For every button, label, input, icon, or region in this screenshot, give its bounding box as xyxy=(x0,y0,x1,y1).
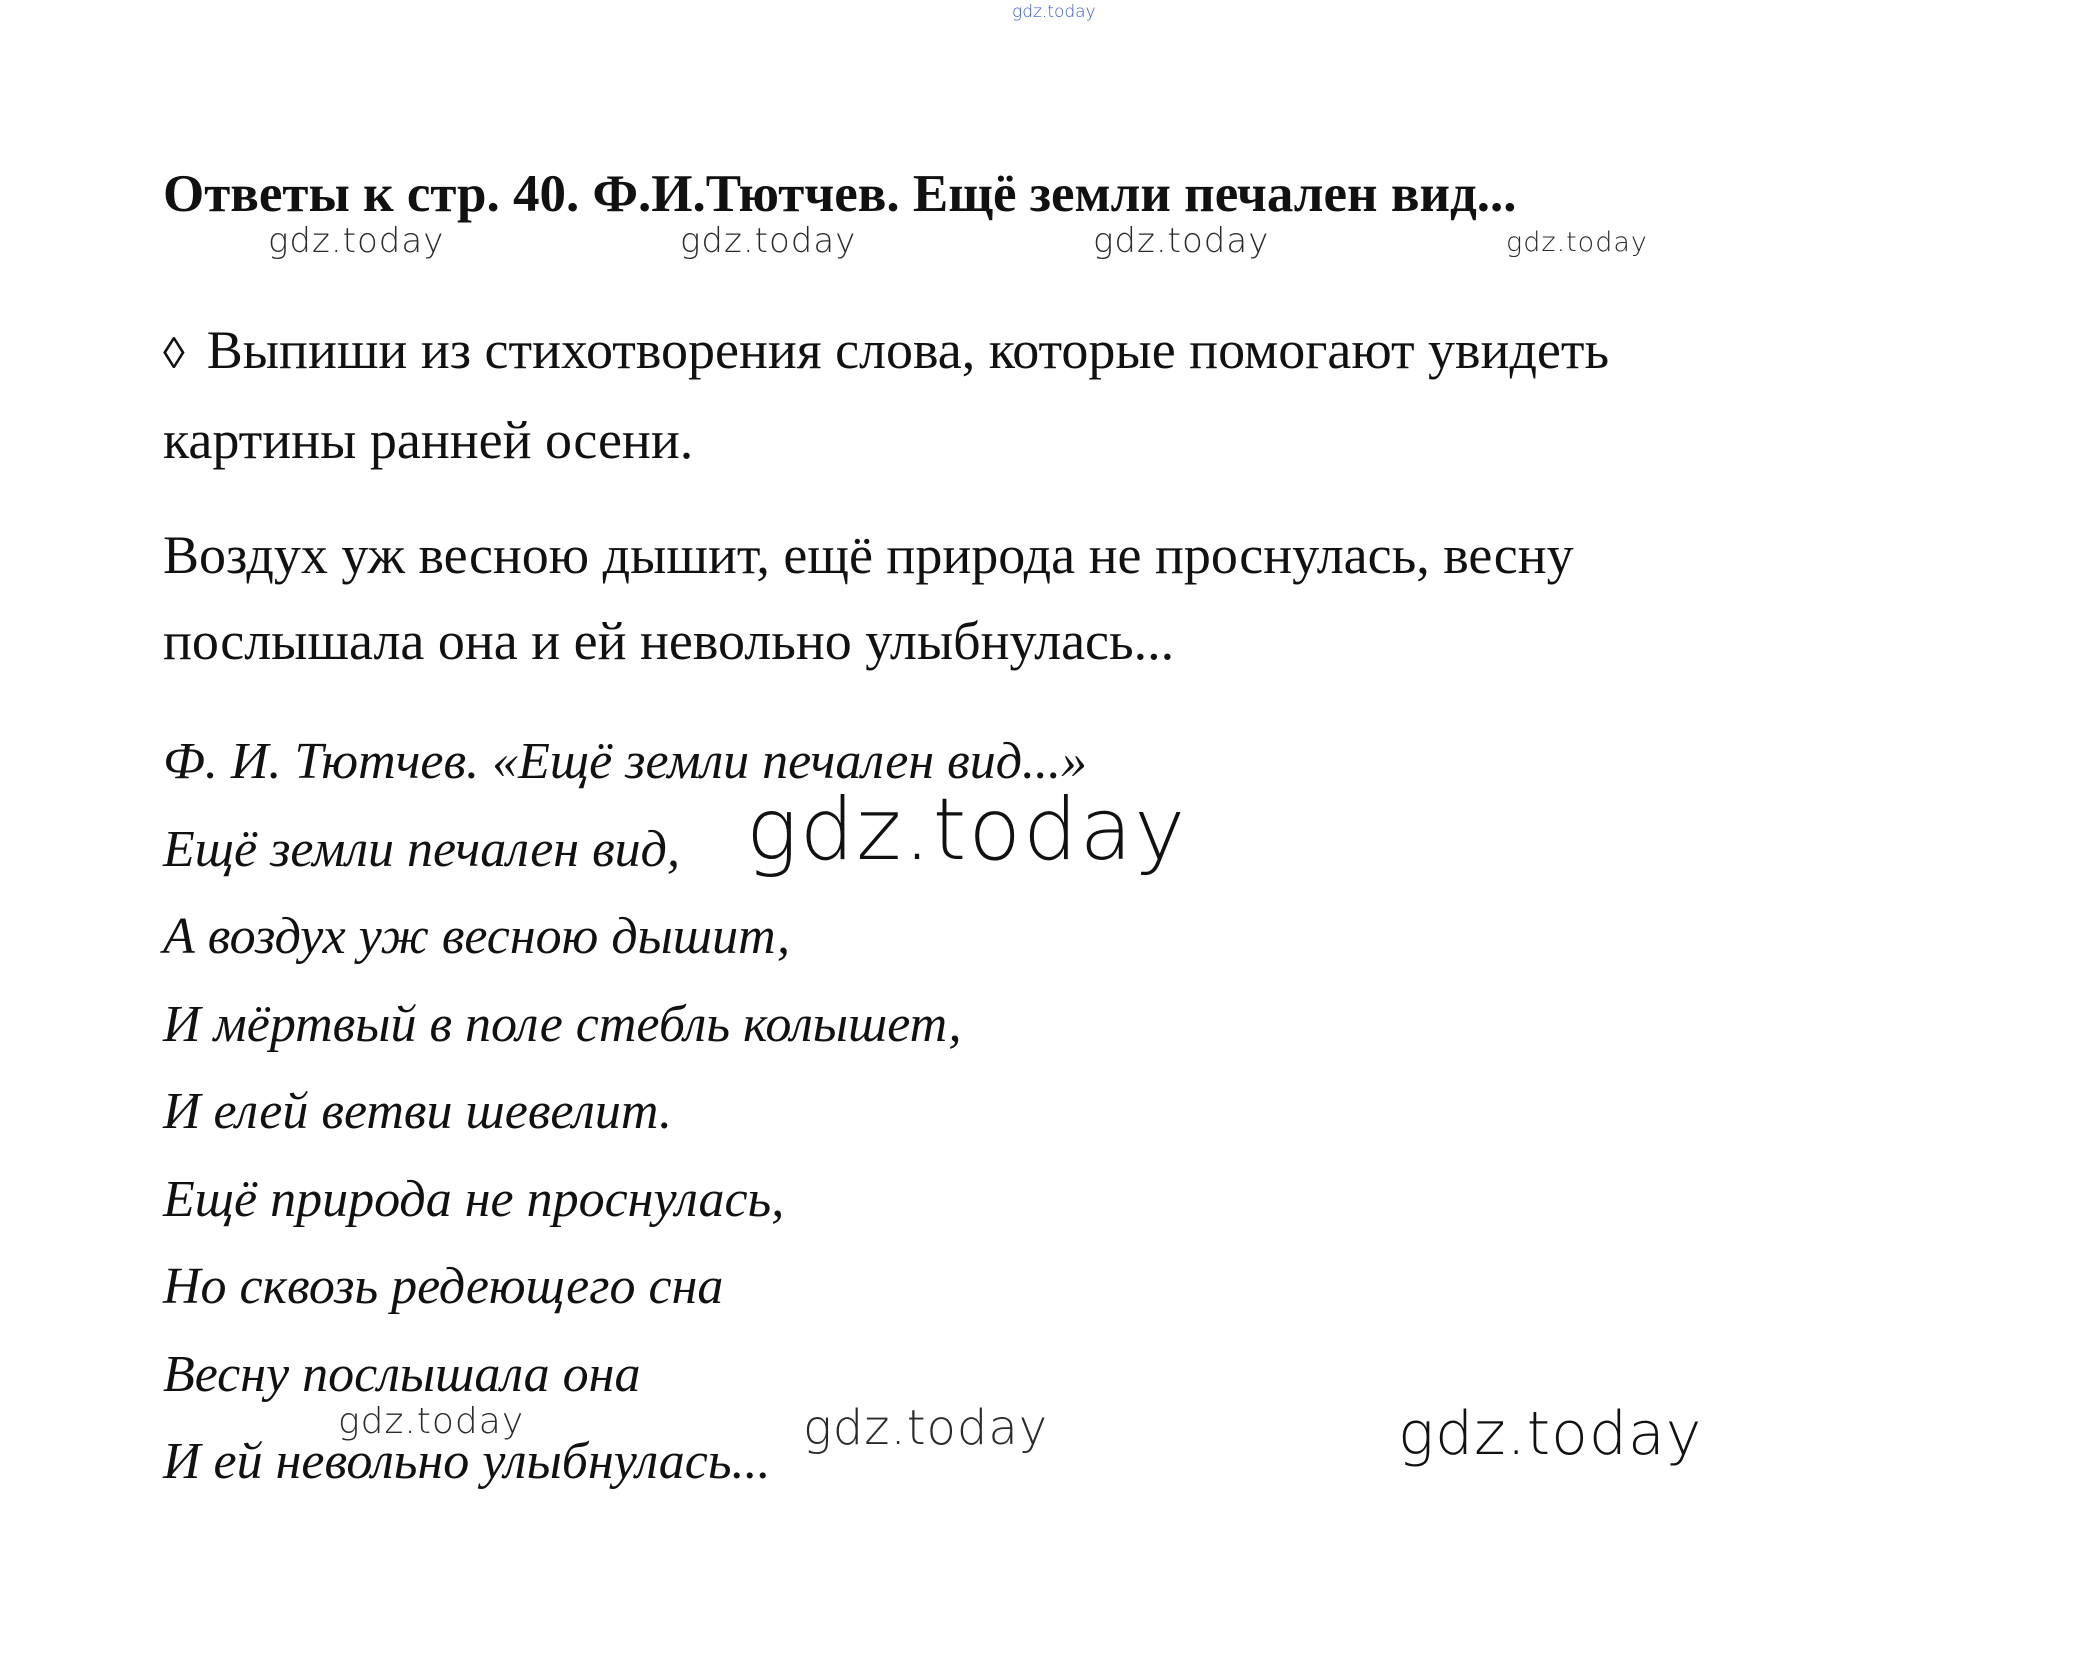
watermark: gdz.today xyxy=(1093,221,1270,261)
watermark-top: gdz.today xyxy=(1012,2,1096,22)
poem-line: Ещё природа не проснулась, xyxy=(163,1170,785,1228)
task-question xyxy=(163,307,1813,483)
poem-line: И ей невольно улыбнулась... xyxy=(163,1433,771,1490)
poem-line: Но сквозь редеющего сна xyxy=(163,1258,724,1315)
answer-text: Воздух уж весною дышит, ещё природа не проснулась, весну послышала она и ей невольно улыбнулась... xyxy=(163,525,1574,671)
poem-heading: Ф. И. Тютчев. «Ещё земли печален вид...» xyxy=(163,733,1088,790)
poem-line: И мёртвый в поле стебль колышет, xyxy=(163,995,962,1053)
watermark: gdz.today xyxy=(1398,1399,1703,1469)
poem-line: Весну послышала она xyxy=(163,1345,641,1403)
poem-line: Ещё земли печален вид, xyxy=(163,820,680,878)
question-text: Выпиши из стихотворения слова, которые помогают увидеть картины ранней осени. xyxy=(163,320,1610,470)
watermark-large: gdz.today xyxy=(746,780,1188,880)
poem-line: И елей ветви шевелит. xyxy=(163,1083,673,1140)
page-title: Ответы к стр. 40. Ф.И.Тютчев. Ещё земли печален вид... xyxy=(163,165,1517,223)
watermark: gdz.today xyxy=(680,221,857,261)
watermark: gdz.today xyxy=(268,221,445,261)
watermark: gdz.today xyxy=(803,1400,1049,1456)
watermark: gdz.today xyxy=(1506,227,1648,258)
poem-line: А воздух уж весною дышит, xyxy=(163,908,790,965)
watermark: gdz.today xyxy=(338,1401,525,1442)
diamond-icon: ◊ xyxy=(163,329,185,378)
